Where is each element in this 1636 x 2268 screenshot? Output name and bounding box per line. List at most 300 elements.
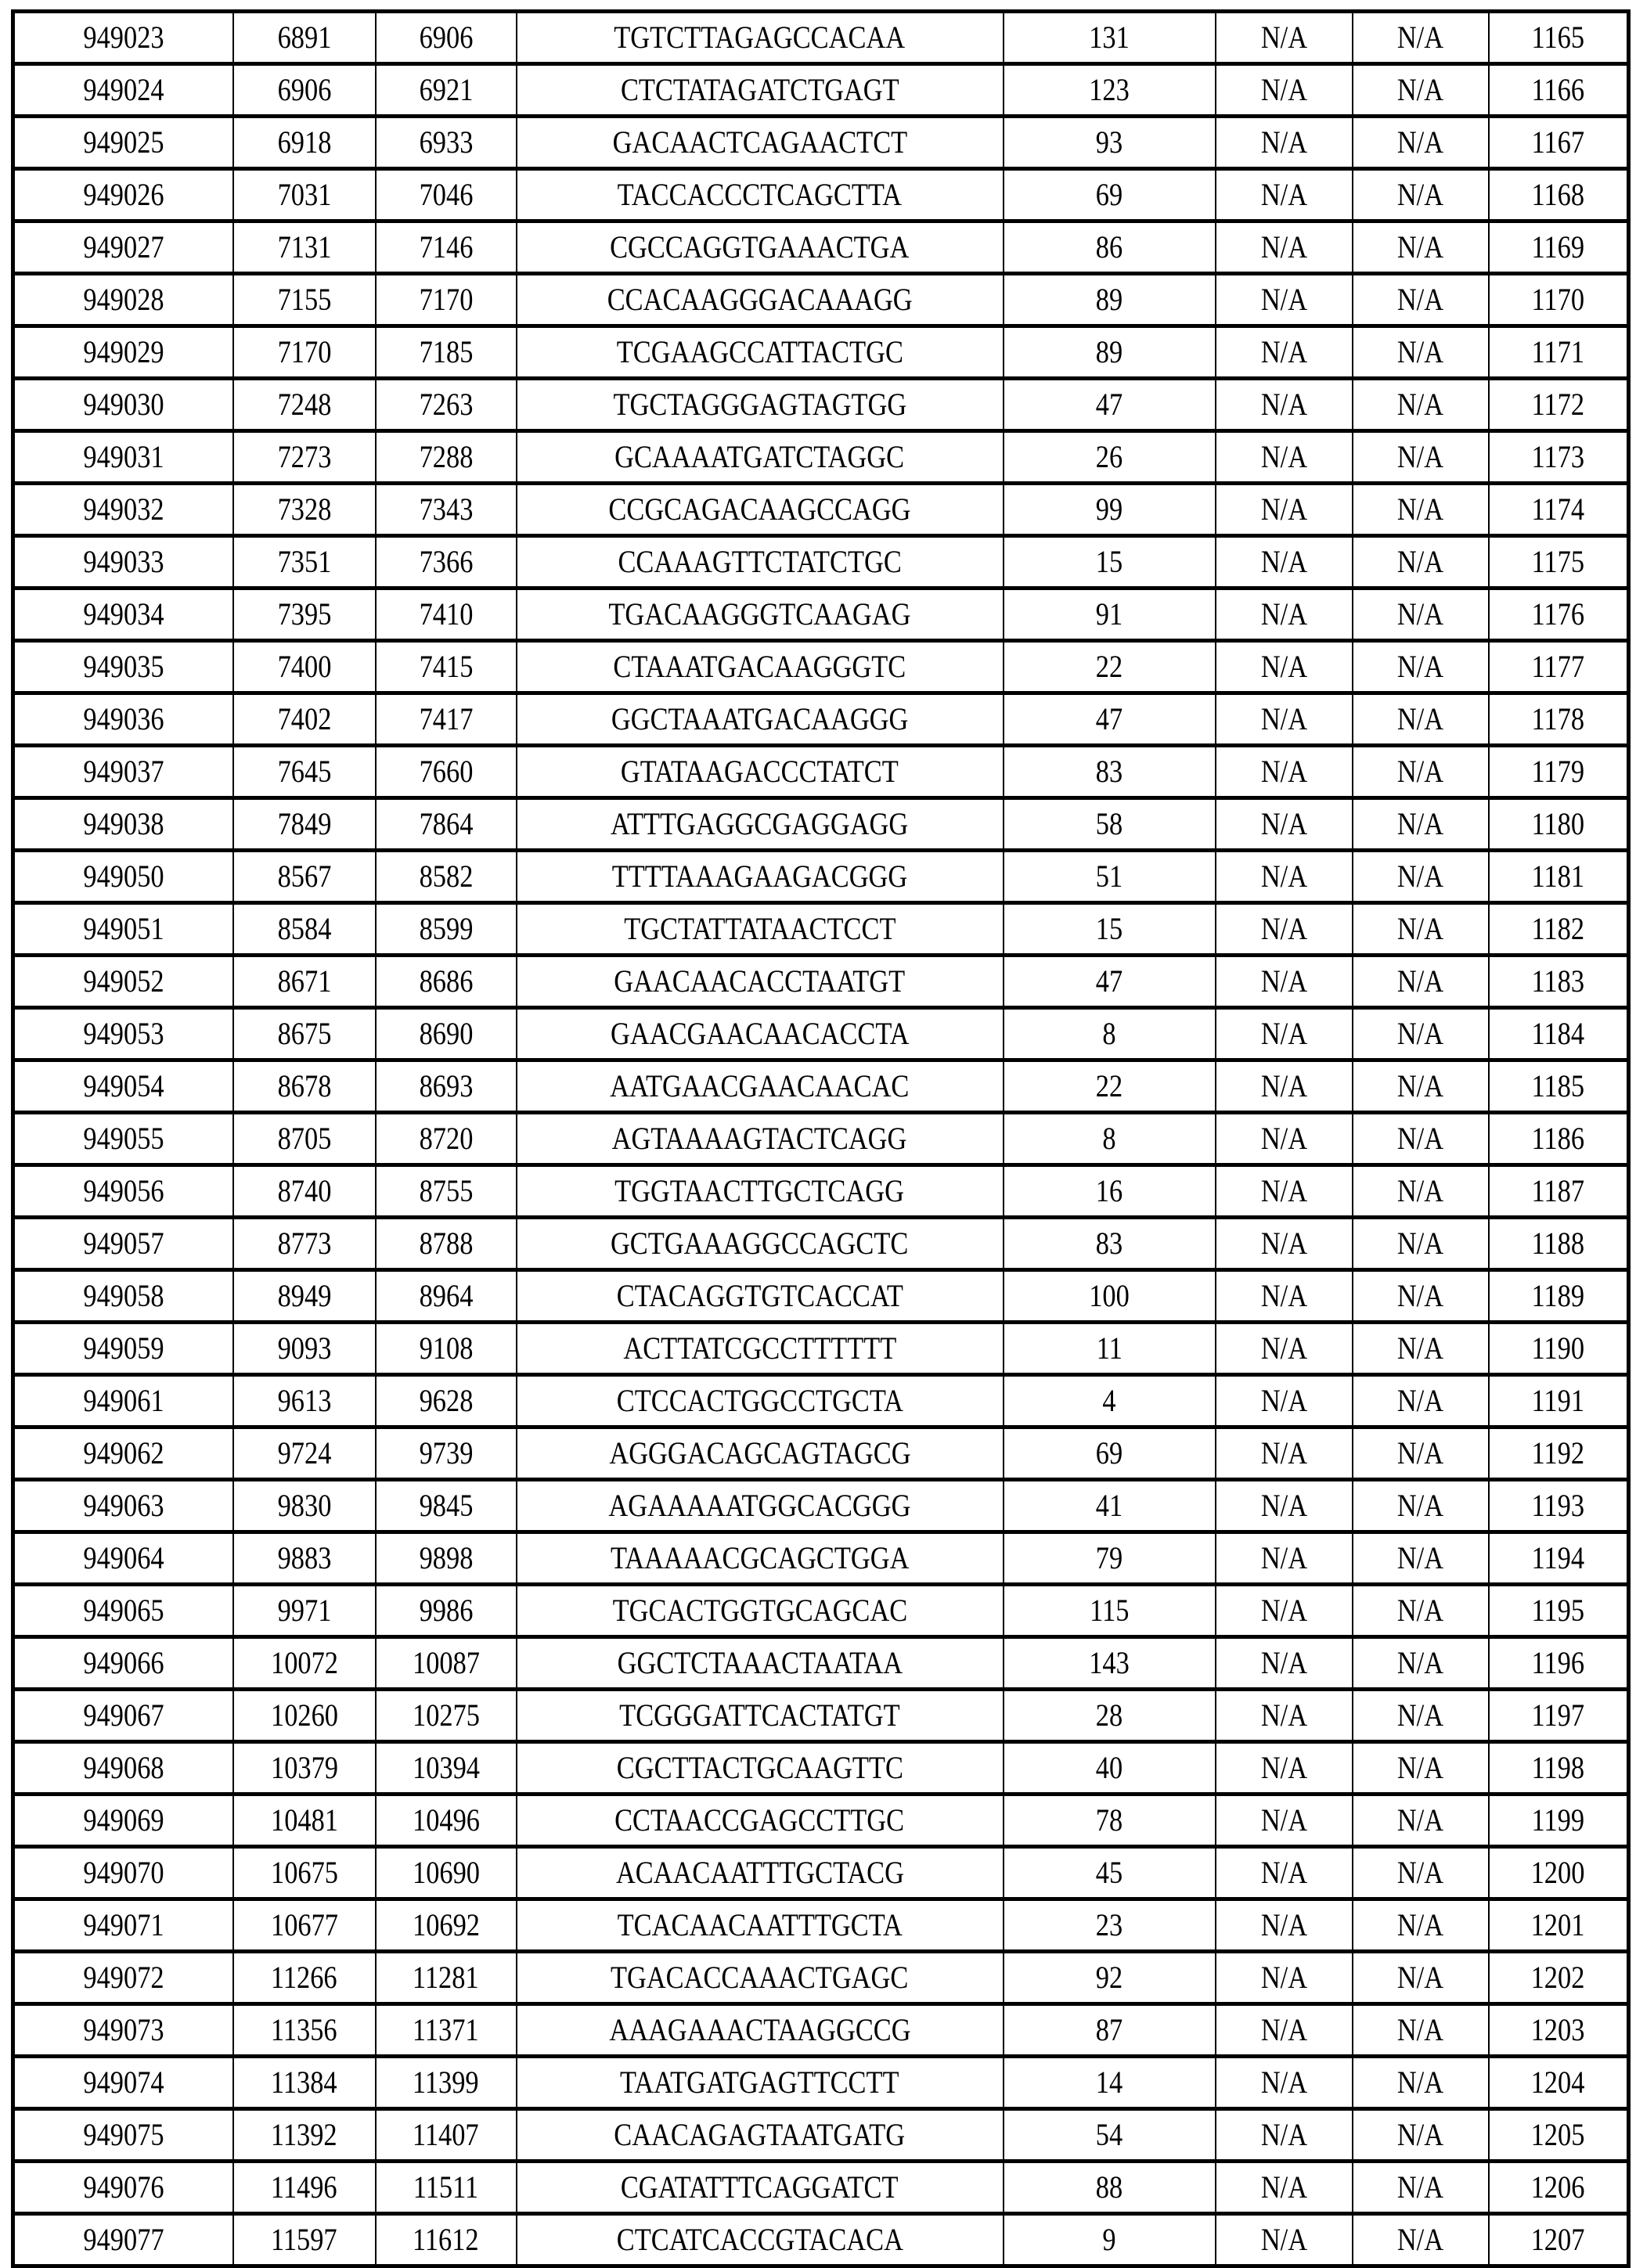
- stop-site-cell: [376, 903, 517, 956]
- col7-cell: [1353, 1008, 1489, 1060]
- stop-site-cell-text: 11612: [413, 2222, 479, 2257]
- value-cell-text: 93: [1095, 124, 1123, 160]
- seq-id-cell: [1489, 956, 1629, 1008]
- seq-id-cell-text: 1207: [1530, 2222, 1585, 2257]
- sequence-cell-text: ACTTATCGCCTTTTTT: [623, 1330, 896, 1366]
- value-cell-text: 69: [1095, 1435, 1123, 1471]
- table-row: [13, 221, 1629, 274]
- sequence-cell: [517, 1480, 1004, 1532]
- col7-cell: [1353, 2214, 1489, 2266]
- seq-id-cell: [1489, 1952, 1629, 2004]
- compound-id-cell: [13, 746, 233, 798]
- stop-site-cell: [376, 2004, 517, 2057]
- sequence-cell: [517, 746, 1004, 798]
- col6-cell-text: N/A: [1260, 806, 1307, 841]
- start-site-cell: [233, 1323, 376, 1375]
- col7-cell-text: N/A: [1396, 649, 1444, 684]
- start-site-cell-text: 7849: [277, 806, 331, 841]
- start-site-cell-text: 7248: [277, 387, 331, 422]
- table-row: [13, 1637, 1629, 1690]
- sequence-cell: [517, 589, 1004, 641]
- col6-cell: [1216, 169, 1353, 221]
- compound-id-cell: [13, 1323, 233, 1375]
- compound-id-cell: [13, 1060, 233, 1113]
- start-site-cell: [233, 484, 376, 536]
- start-site-cell: [233, 326, 376, 379]
- sequence-cell-text: GCTGAAAGGCCAGCTC: [611, 1226, 909, 1261]
- table-row: [13, 1795, 1629, 1847]
- start-site-cell-text: 8584: [277, 911, 331, 946]
- start-site-cell: [233, 589, 376, 641]
- col7-cell-text: N/A: [1396, 491, 1444, 527]
- table-row: [13, 484, 1629, 536]
- sequence-cell-text: TAAAAACGCAGCTGGA: [610, 1540, 910, 1575]
- col7-cell: [1353, 431, 1489, 484]
- col7-cell: [1353, 536, 1489, 589]
- value-cell: [1004, 484, 1216, 536]
- col7-cell-text: N/A: [1396, 2065, 1444, 2100]
- compound-id-cell: [13, 1218, 233, 1270]
- stop-site-cell: [376, 589, 517, 641]
- value-cell: [1004, 746, 1216, 798]
- start-site-cell-text: 6906: [277, 72, 331, 107]
- stop-site-cell: [376, 1899, 517, 1952]
- col6-cell: [1216, 1427, 1353, 1480]
- compound-id-cell: [13, 64, 233, 117]
- start-site-cell: [233, 1480, 376, 1532]
- start-site-cell-text: 9883: [277, 1540, 331, 1575]
- seq-id-cell: [1489, 1008, 1629, 1060]
- col6-cell: [1216, 117, 1353, 169]
- seq-id-cell: [1489, 379, 1629, 431]
- compound-id-cell-text: 949034: [83, 596, 164, 632]
- sequence-cell: [517, 1375, 1004, 1427]
- value-cell-text: 47: [1095, 963, 1123, 999]
- value-cell: [1004, 956, 1216, 1008]
- start-site-cell: [233, 956, 376, 1008]
- sequence-cell-text: CGATATTTCAGGATCT: [621, 2169, 899, 2205]
- sequence-cell-text: AGAAAAATGGCACGGG: [608, 1488, 911, 1523]
- seq-id-cell: [1489, 1270, 1629, 1323]
- col7-cell: [1353, 1952, 1489, 2004]
- col6-cell: [1216, 221, 1353, 274]
- compound-id-cell-text: 949025: [83, 124, 164, 160]
- start-site-cell: [233, 12, 376, 64]
- start-site-cell-text: 9724: [277, 1435, 331, 1471]
- value-cell: [1004, 1742, 1216, 1795]
- compound-id-cell-text: 949064: [83, 1540, 164, 1575]
- compound-id-cell: [13, 1480, 233, 1532]
- stop-site-cell: [376, 1375, 517, 1427]
- col7-cell: [1353, 1165, 1489, 1218]
- start-site-cell-text: 7273: [277, 439, 331, 474]
- compound-id-cell: [13, 1795, 233, 1847]
- table-row: [13, 1008, 1629, 1060]
- compound-id-cell: [13, 326, 233, 379]
- start-site-cell: [233, 431, 376, 484]
- start-site-cell: [233, 274, 376, 326]
- table-row: [13, 1060, 1629, 1113]
- sequence-cell: [517, 12, 1004, 64]
- seq-id-cell: [1489, 1375, 1629, 1427]
- compound-id-cell-text: 949029: [83, 334, 164, 369]
- value-cell-text: 8: [1102, 1121, 1116, 1156]
- sequence-cell: [517, 2214, 1004, 2266]
- start-site-cell-text: 7155: [277, 282, 331, 317]
- start-site-cell: [233, 1165, 376, 1218]
- compound-id-cell-text: 949038: [83, 806, 164, 841]
- col6-cell: [1216, 1113, 1353, 1165]
- start-site-cell-text: 7402: [277, 701, 331, 736]
- value-cell-text: 83: [1095, 754, 1123, 789]
- col6-cell: [1216, 536, 1353, 589]
- sequence-cell-text: GGCTAAATGACAAGGG: [611, 701, 909, 736]
- start-site-cell: [233, 64, 376, 117]
- sequence-cell: [517, 2004, 1004, 2057]
- compound-id-cell-text: 949062: [83, 1435, 164, 1471]
- seq-id-cell: [1489, 1427, 1629, 1480]
- stop-site-cell-text: 8755: [419, 1173, 473, 1208]
- col6-cell: [1216, 1008, 1353, 1060]
- stop-site-cell: [376, 169, 517, 221]
- col6-cell: [1216, 1270, 1353, 1323]
- compound-id-cell: [13, 2109, 233, 2162]
- sequence-cell-text: TAATGATGAGTTCCTT: [620, 2065, 899, 2100]
- col7-cell-text: N/A: [1396, 229, 1444, 265]
- stop-site-cell-text: 7417: [419, 701, 473, 736]
- col6-cell: [1216, 1847, 1353, 1899]
- start-site-cell-text: 8740: [277, 1173, 331, 1208]
- col7-cell: [1353, 1899, 1489, 1952]
- col7-cell: [1353, 2109, 1489, 2162]
- start-site-cell-text: 9830: [277, 1488, 331, 1523]
- start-site-cell: [233, 2004, 376, 2057]
- seq-id-cell-text: 1174: [1531, 491, 1585, 527]
- seq-id-cell-text: 1176: [1531, 596, 1585, 632]
- sequence-cell-text: GAACAACACCTAATGT: [614, 963, 906, 999]
- sequence-cell-text: AGGGACAGCAGTAGCG: [608, 1435, 911, 1471]
- col6-cell-text: N/A: [1260, 596, 1307, 632]
- col6-cell: [1216, 903, 1353, 956]
- value-cell-text: 91: [1095, 596, 1123, 632]
- stop-site-cell-text: 7046: [419, 177, 473, 212]
- seq-id-cell-text: 1203: [1530, 2012, 1585, 2047]
- col6-cell-text: N/A: [1260, 229, 1307, 265]
- compound-id-cell: [13, 1375, 233, 1427]
- stop-site-cell-text: 11407: [413, 2117, 479, 2152]
- compound-id-cell-text: 949031: [83, 439, 164, 474]
- seq-id-cell: [1489, 589, 1629, 641]
- stop-site-cell-text: 6933: [419, 124, 473, 160]
- compound-id-cell-text: 949027: [83, 229, 164, 265]
- seq-id-cell-text: 1199: [1531, 1802, 1585, 1838]
- sequence-cell: [517, 1270, 1004, 1323]
- col6-cell-text: N/A: [1260, 911, 1307, 946]
- col7-cell: [1353, 379, 1489, 431]
- compound-id-cell: [13, 1165, 233, 1218]
- value-cell-text: 23: [1095, 1907, 1123, 1942]
- col7-cell: [1353, 1218, 1489, 1270]
- value-cell-text: 92: [1095, 1960, 1123, 1995]
- seq-id-cell: [1489, 431, 1629, 484]
- compound-id-cell-text: 949023: [83, 20, 164, 55]
- col7-cell-text: N/A: [1396, 1488, 1444, 1523]
- sequence-cell-text: TGCTATTATAACTCCT: [623, 911, 896, 946]
- sequence-cell-text: CAACAGAGTAATGATG: [614, 2117, 906, 2152]
- table-row: [13, 1847, 1629, 1899]
- table-row: [13, 1375, 1629, 1427]
- seq-id-cell-text: 1194: [1531, 1540, 1585, 1575]
- stop-site-cell-text: 7343: [419, 491, 473, 527]
- value-cell: [1004, 1480, 1216, 1532]
- compound-id-cell: [13, 589, 233, 641]
- sequence-cell-text: TGCACTGGTGCAGCAC: [612, 1593, 907, 1628]
- start-site-cell: [233, 536, 376, 589]
- col6-cell: [1216, 1690, 1353, 1742]
- col7-cell-text: N/A: [1396, 1226, 1444, 1261]
- seq-id-cell-text: 1202: [1530, 1960, 1585, 1995]
- oligo-data-table: [11, 9, 1631, 2268]
- stop-site-cell-text: 9845: [419, 1488, 473, 1523]
- stop-site-cell: [376, 851, 517, 903]
- seq-id-cell-text: 1188: [1531, 1226, 1585, 1261]
- sequence-cell-text: CTACAGGTGTCACCAT: [616, 1278, 903, 1313]
- compound-id-cell-text: 949033: [83, 544, 164, 579]
- col7-cell: [1353, 589, 1489, 641]
- compound-id-cell: [13, 221, 233, 274]
- start-site-cell: [233, 2057, 376, 2109]
- stop-site-cell: [376, 1427, 517, 1480]
- value-cell: [1004, 1323, 1216, 1375]
- start-site-cell: [233, 798, 376, 851]
- start-site-cell: [233, 903, 376, 956]
- sequence-cell: [517, 1899, 1004, 1952]
- start-site-cell-text: 11496: [271, 2169, 337, 2205]
- compound-id-cell-text: 949032: [83, 491, 164, 527]
- seq-id-cell: [1489, 2214, 1629, 2266]
- compound-id-cell-text: 949053: [83, 1016, 164, 1051]
- seq-id-cell-text: 1205: [1530, 2117, 1585, 2152]
- col6-cell-text: N/A: [1260, 1750, 1307, 1785]
- col6-cell: [1216, 64, 1353, 117]
- col7-cell-text: N/A: [1396, 1121, 1444, 1156]
- compound-id-cell: [13, 12, 233, 64]
- start-site-cell: [233, 2214, 376, 2266]
- start-site-cell: [233, 117, 376, 169]
- sequence-cell-text: TCACAACAATTTGCTA: [617, 1907, 903, 1942]
- col7-cell: [1353, 903, 1489, 956]
- stop-site-cell: [376, 536, 517, 589]
- compound-id-cell-text: 949028: [83, 282, 164, 317]
- value-cell-text: 8: [1102, 1016, 1116, 1051]
- compound-id-cell-text: 949050: [83, 859, 164, 894]
- value-cell: [1004, 274, 1216, 326]
- stop-site-cell-text: 8693: [419, 1068, 473, 1103]
- sequence-cell-text: TGCTAGGGAGTAGTGG: [613, 387, 906, 422]
- col7-cell-text: N/A: [1396, 1855, 1444, 1890]
- start-site-cell-text: 8773: [277, 1226, 331, 1261]
- sequence-cell-text: CCACAAGGGACAAAGG: [607, 282, 913, 317]
- seq-id-cell-text: 1172: [1531, 387, 1585, 422]
- col7-cell-text: N/A: [1396, 754, 1444, 789]
- col7-cell-text: N/A: [1396, 282, 1444, 317]
- compound-id-cell: [13, 2057, 233, 2109]
- value-cell-text: 28: [1095, 1697, 1123, 1733]
- sequence-cell: [517, 693, 1004, 746]
- compound-id-cell-text: 949024: [83, 72, 164, 107]
- compound-id-cell-text: 949057: [83, 1226, 164, 1261]
- table-row: [13, 851, 1629, 903]
- col7-cell: [1353, 1323, 1489, 1375]
- col6-cell: [1216, 484, 1353, 536]
- stop-site-cell: [376, 693, 517, 746]
- start-site-cell-text: 7351: [277, 544, 331, 579]
- stop-site-cell-text: 9986: [419, 1593, 473, 1628]
- col6-cell: [1216, 326, 1353, 379]
- stop-site-cell: [376, 1952, 517, 2004]
- seq-id-cell-text: 1201: [1530, 1907, 1585, 1942]
- col6-cell: [1216, 1637, 1353, 1690]
- value-cell: [1004, 2057, 1216, 2109]
- table-row: [13, 1480, 1629, 1532]
- col7-cell: [1353, 1795, 1489, 1847]
- start-site-cell: [233, 221, 376, 274]
- value-cell: [1004, 2162, 1216, 2214]
- value-cell-text: 79: [1095, 1540, 1123, 1575]
- start-site-cell: [233, 851, 376, 903]
- col6-cell: [1216, 1532, 1353, 1585]
- sequence-cell: [517, 903, 1004, 956]
- seq-id-cell-text: 1165: [1531, 20, 1585, 55]
- seq-id-cell: [1489, 536, 1629, 589]
- col7-cell: [1353, 1637, 1489, 1690]
- seq-id-cell: [1489, 1637, 1629, 1690]
- col6-cell-text: N/A: [1260, 963, 1307, 999]
- value-cell: [1004, 2109, 1216, 2162]
- seq-id-cell-text: 1181: [1531, 859, 1585, 894]
- sequence-cell-text: ACAACAATTTGCTACG: [615, 1855, 904, 1890]
- seq-id-cell: [1489, 903, 1629, 956]
- col7-cell-text: N/A: [1396, 2222, 1444, 2257]
- col7-cell-text: N/A: [1396, 806, 1444, 841]
- stop-site-cell-text: 8788: [419, 1226, 473, 1261]
- seq-id-cell-text: 1190: [1531, 1330, 1585, 1366]
- sequence-cell-text: GACAACTCAGAACTCT: [612, 124, 907, 160]
- table-row: [13, 2214, 1629, 2266]
- value-cell: [1004, 1637, 1216, 1690]
- value-cell: [1004, 903, 1216, 956]
- seq-id-cell: [1489, 1899, 1629, 1952]
- value-cell-text: 131: [1089, 20, 1130, 55]
- col7-cell-text: N/A: [1396, 177, 1444, 212]
- sequence-cell: [517, 326, 1004, 379]
- stop-site-cell: [376, 641, 517, 693]
- value-cell: [1004, 1165, 1216, 1218]
- value-cell: [1004, 169, 1216, 221]
- start-site-cell-text: 11392: [271, 2117, 337, 2152]
- col7-cell-text: N/A: [1396, 1383, 1444, 1418]
- value-cell: [1004, 1952, 1216, 2004]
- sequence-cell-text: CGCCAGGTGAAACTGA: [610, 229, 910, 265]
- col7-cell: [1353, 484, 1489, 536]
- col7-cell: [1353, 2162, 1489, 2214]
- stop-site-cell-text: 7185: [419, 334, 473, 369]
- start-site-cell-text: 10675: [270, 1855, 338, 1890]
- col6-cell: [1216, 1899, 1353, 1952]
- col7-cell-text: N/A: [1396, 1645, 1444, 1680]
- sequence-cell: [517, 1637, 1004, 1690]
- stop-site-cell: [376, 1690, 517, 1742]
- seq-id-cell-text: 1192: [1531, 1435, 1585, 1471]
- col6-cell-text: N/A: [1260, 72, 1307, 107]
- sequence-cell: [517, 798, 1004, 851]
- col7-cell-text: N/A: [1396, 334, 1444, 369]
- stop-site-cell: [376, 117, 517, 169]
- start-site-cell-text: 10260: [270, 1697, 338, 1733]
- start-site-cell: [233, 1008, 376, 1060]
- stop-site-cell-text: 6906: [419, 20, 473, 55]
- value-cell-text: 9: [1102, 2222, 1116, 2257]
- stop-site-cell: [376, 1060, 517, 1113]
- col6-cell-text: N/A: [1260, 1278, 1307, 1313]
- seq-id-cell: [1489, 2004, 1629, 2057]
- value-cell-text: 99: [1095, 491, 1123, 527]
- start-site-cell-text: 7131: [277, 229, 331, 265]
- value-cell-text: 78: [1095, 1802, 1123, 1838]
- col6-cell: [1216, 1323, 1353, 1375]
- col6-cell: [1216, 956, 1353, 1008]
- value-cell: [1004, 1847, 1216, 1899]
- seq-id-cell-text: 1175: [1531, 544, 1585, 579]
- col6-cell-text: N/A: [1260, 701, 1307, 736]
- sequence-cell-text: CCAAAGTTCTATCTGC: [618, 544, 902, 579]
- sequence-cell-text: CCTAACCGAGCCTTGC: [614, 1802, 905, 1838]
- sequence-cell: [517, 2057, 1004, 2109]
- seq-id-cell-text: 1171: [1531, 334, 1585, 369]
- start-site-cell-text: 7170: [277, 334, 331, 369]
- col7-cell: [1353, 1742, 1489, 1795]
- compound-id-cell-text: 949067: [83, 1697, 164, 1733]
- col6-cell-text: N/A: [1260, 334, 1307, 369]
- col6-cell: [1216, 2214, 1353, 2266]
- sequence-cell-text: ATTTGAGGCGAGGAGG: [611, 806, 909, 841]
- start-site-cell: [233, 1637, 376, 1690]
- stop-site-cell-text: 7410: [419, 596, 473, 632]
- seq-id-cell: [1489, 1690, 1629, 1742]
- sequence-cell-text: AATGAACGAACAACAC: [610, 1068, 910, 1103]
- seq-id-cell: [1489, 484, 1629, 536]
- table-row: [13, 274, 1629, 326]
- compound-id-cell: [13, 851, 233, 903]
- start-site-cell-text: 8567: [277, 859, 331, 894]
- stop-site-cell-text: 10692: [412, 1907, 480, 1942]
- value-cell-text: 16: [1095, 1173, 1123, 1208]
- sequence-cell-text: TCGAAGCCATTACTGC: [616, 334, 903, 369]
- seq-id-cell-text: 1200: [1530, 1855, 1585, 1890]
- compound-id-cell: [13, 903, 233, 956]
- col7-cell: [1353, 221, 1489, 274]
- table-row: [13, 1113, 1629, 1165]
- stop-site-cell-text: 8720: [419, 1121, 473, 1156]
- table-row: [13, 903, 1629, 956]
- col7-cell-text: N/A: [1396, 1435, 1444, 1471]
- compound-id-cell-text: 949070: [83, 1855, 164, 1890]
- sequence-cell-text: CGCTTACTGCAAGTTC: [616, 1750, 903, 1785]
- value-cell: [1004, 589, 1216, 641]
- seq-id-cell: [1489, 2057, 1629, 2109]
- sequence-cell: [517, 1218, 1004, 1270]
- value-cell: [1004, 431, 1216, 484]
